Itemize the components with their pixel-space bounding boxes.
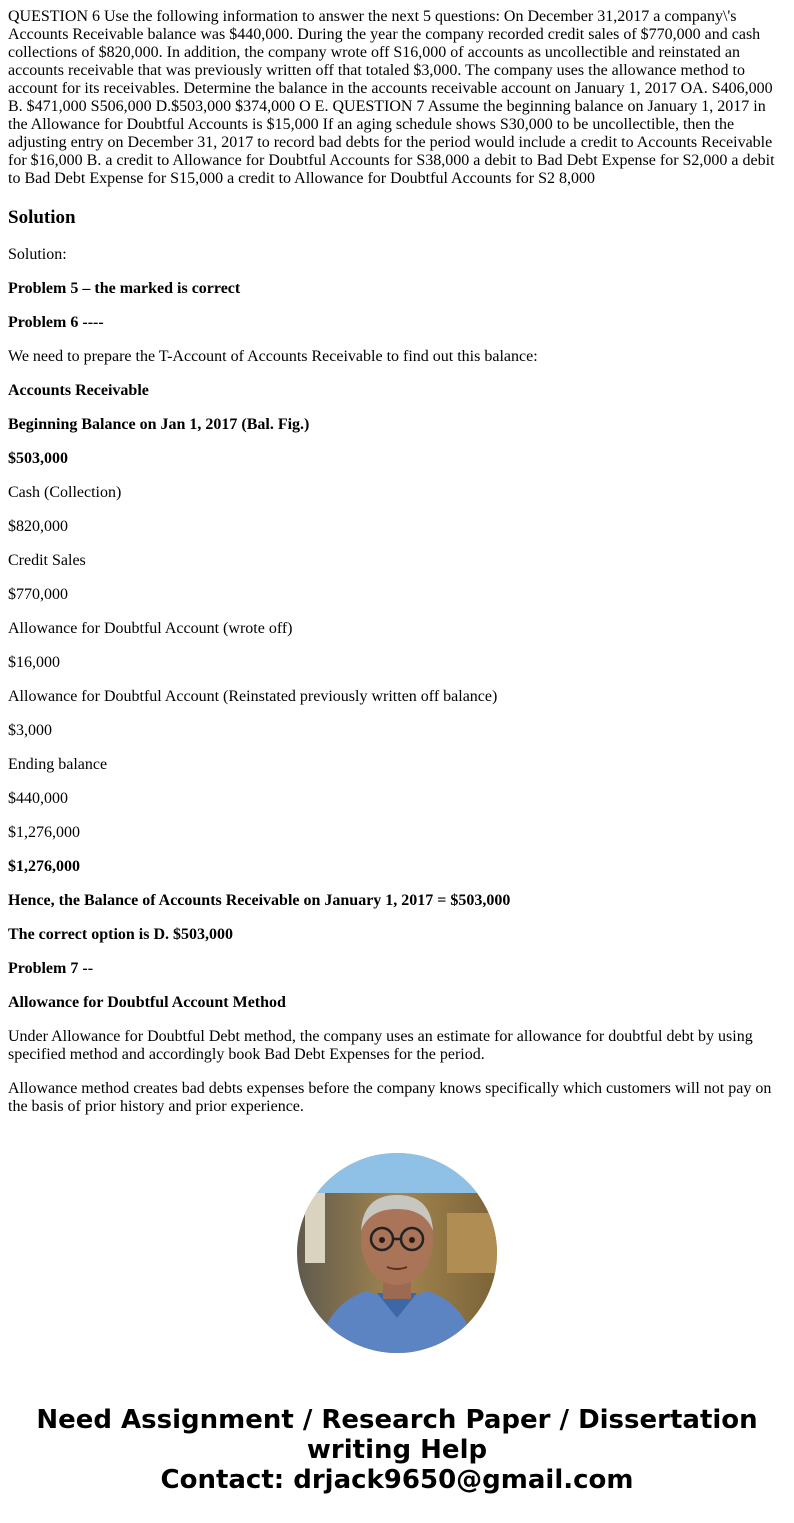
solution-line: Problem 7 --	[8, 960, 94, 977]
solution-line: Problem 6 ----	[8, 314, 104, 331]
solution-line: We need to prepare the T-Account of Accounts Receivable to find out this balance:	[8, 348, 538, 365]
solution-line: Allowance for Doubtful Account (Reinstated previously written off balance)	[8, 688, 498, 705]
banner-line-2: writing Help	[306, 1435, 488, 1465]
author-avatar	[297, 1153, 497, 1353]
question-text: QUESTION 6 Use the following information to answer the next 5 questions: On December 31,2017 a company\'s Accounts Receivable balance was $440,000. During the year the company recorded credit sales of $770,000 and cash collections of $820,000. In addition, the company wrote off S16,000 of accounts as uncollectible and reinstated an accounts receivable that was previously written off that totaled $3,000. The company uses the allowance method to account for its receivables. Determine the balance in the accounts receivable account on January 1, 2017 OA. S406,000 B. $471,000 S506,000 D.$503,000 $374,000 O E. QUESTION 7 Assume the beginning balance on January 1, 2017 in the Allowance for Doubtful Accounts is $15,000 If an aging schedule shows S30,000 to be uncollectible, then the adjusting entry on December 31, 2017 to record bad debts for the period would include a credit to Accounts Receivable for $16,000 B. a credit to Allowance for Doubtful Accounts for S38,000 a debit to Bad Debt Expense for S2,000 a debit to Bad Debt Expense for S15,000 a credit to Allowance for Doubtful Accounts for S2 8,000	[8, 8, 775, 187]
solution-line: Accounts Receivable	[8, 382, 149, 399]
solution-line: Under Allowance for Doubtful Debt method, the company uses an estimate for allowance for doubtful debt by using specified method and accordingly book Bad Debt Expenses for the period.	[8, 1028, 753, 1063]
solution-line: The correct option is D. $503,000	[8, 926, 234, 943]
solution-line: $503,000	[8, 450, 68, 467]
solution-line: $770,000	[8, 586, 68, 603]
solution-line: Beginning Balance on Jan 1, 2017 (Bal. Fig.)	[8, 416, 310, 433]
solution-line: Problem 5 – the marked is correct	[8, 280, 241, 297]
solution-line: Allowance for Doubtful Account Method	[8, 994, 286, 1011]
solution-line: Allowance method creates bad debts expenses before the company knows specifically which customers will not pay on the basis of prior history and prior experience.	[8, 1080, 772, 1115]
solution-line: $16,000	[8, 654, 60, 671]
solution-line: Credit Sales	[8, 552, 86, 569]
banner-line-1: Need Assignment / Research Paper / Dissertation	[36, 1405, 758, 1435]
solution-line: Cash (Collection)	[8, 484, 122, 501]
solution-body	[8, 246, 786, 1116]
author-photo	[297, 1153, 497, 1353]
solution-line: Hence, the Balance of Accounts Receivable on January 1, 2017 = $503,000	[8, 892, 511, 909]
solution-line: Allowance for Doubtful Account (wrote off)	[8, 620, 293, 637]
solution-line: $1,276,000	[8, 824, 80, 841]
solution-line: Solution:	[8, 246, 67, 263]
banner-contact: Contact: drjack9650@gmail.com	[160, 1465, 634, 1495]
solution-line: $3,000	[8, 722, 52, 739]
solution-heading: Solution	[8, 207, 76, 228]
contact-banner	[0, 1405, 794, 1495]
solution-line: Ending balance	[8, 756, 108, 773]
solution-line: $1,276,000	[8, 858, 80, 875]
solution-line: $440,000	[8, 790, 68, 807]
solution-line: $820,000	[8, 518, 68, 535]
